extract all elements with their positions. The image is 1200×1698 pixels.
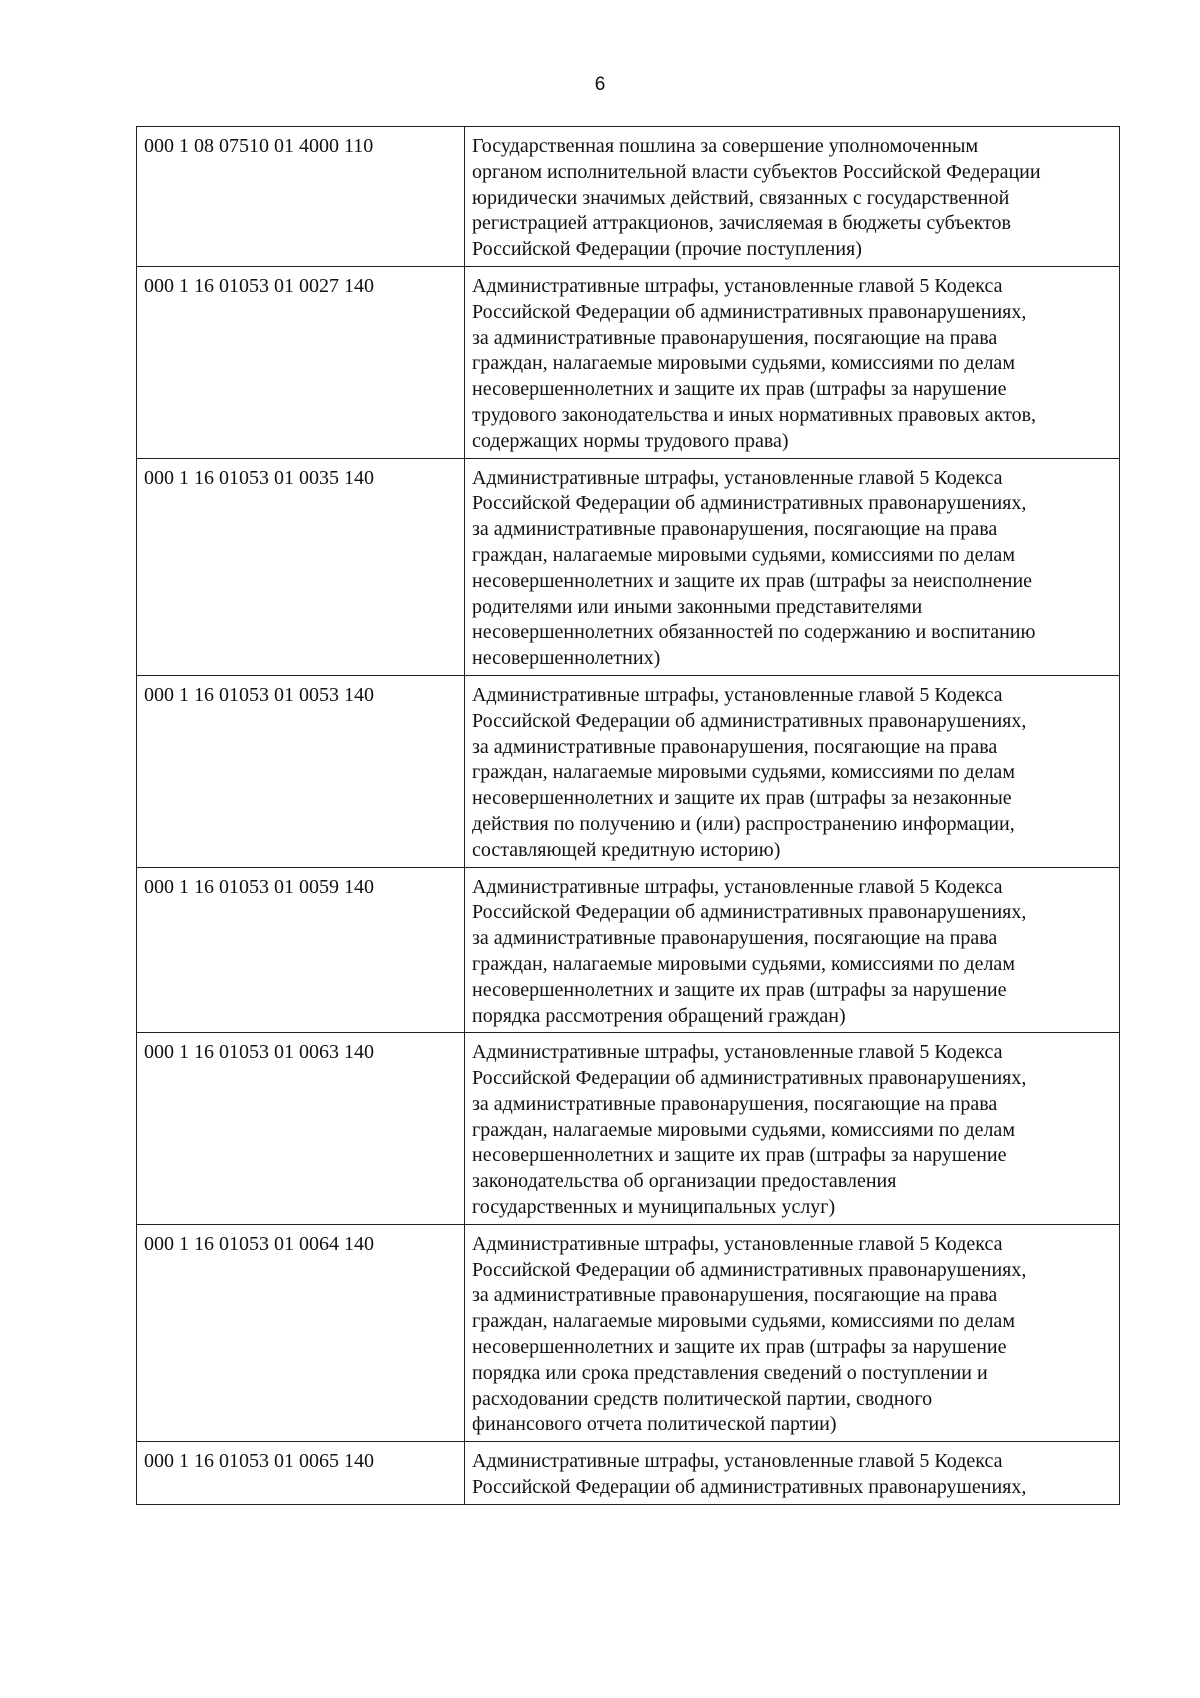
table-row bbox=[137, 127, 1120, 267]
description-line: финансового отчета политической партии) bbox=[472, 1413, 837, 1436]
description-line: Административные штрафы, установленные главой 5 Кодекса bbox=[472, 274, 1003, 297]
revenue-description bbox=[465, 1033, 1120, 1225]
description-line: несовершеннолетних) bbox=[472, 647, 661, 670]
description-line: граждан, налагаемые мировыми судьями, комиссиями по делам bbox=[472, 543, 1015, 566]
description-line: органом исполнительной власти субъектов Российской Федерации bbox=[472, 160, 1041, 183]
description-line: несовершеннолетних и защите их прав (штрафы за нарушение bbox=[472, 1336, 1007, 1359]
revenue-description bbox=[465, 266, 1120, 458]
description-line: законодательства об организации предоставления bbox=[472, 1170, 897, 1193]
table-row bbox=[137, 1224, 1120, 1441]
description-line: регистрацией аттракционов, зачисляемая в бюджеты субъектов bbox=[472, 212, 1011, 235]
table-body bbox=[137, 127, 1120, 1505]
table-row bbox=[137, 458, 1120, 675]
description-line: Российской Федерации об административных правонарушениях, bbox=[472, 1258, 1027, 1281]
description-line: Государственная пошлина за совершение уполномоченным bbox=[472, 135, 979, 157]
budget-classification-code: 000 1 16 01053 01 0035 140 bbox=[137, 458, 465, 675]
table-row bbox=[137, 675, 1120, 867]
budget-classification-code: 000 1 16 01053 01 0059 140 bbox=[137, 867, 465, 1033]
description-line: граждан, налагаемые мировыми судьями, комиссиями по делам bbox=[472, 352, 1015, 375]
description-line: государственных и муниципальных услуг) bbox=[472, 1196, 836, 1219]
description-line: Российской Федерации об административных правонарушениях, bbox=[472, 901, 1027, 924]
budget-codes-table bbox=[136, 126, 1120, 1505]
budget-classification-code: 000 1 16 01053 01 0065 140 bbox=[137, 1442, 465, 1505]
description-line: Административные штрафы, установленные главой 5 Кодекса bbox=[472, 1041, 1003, 1064]
budget-classification-code: 000 1 16 01053 01 0063 140 bbox=[137, 1033, 465, 1225]
description-line: Административные штрафы, установленные главой 5 Кодекса bbox=[472, 875, 1003, 898]
revenue-description bbox=[465, 458, 1120, 675]
description-line: трудового законодательства и иных нормативных правовых актов, bbox=[472, 403, 1037, 426]
description-line: Российской Федерации об административных правонарушениях, bbox=[472, 300, 1027, 323]
description-line: за административные правонарушения, посягающие на права bbox=[472, 1284, 998, 1307]
description-line: Российской Федерации об административных правонарушениях, bbox=[472, 1476, 1027, 1499]
description-line: Российской Федерации об административных правонарушениях, bbox=[472, 492, 1027, 515]
description-line: действия по получению и (или) распространению информации, bbox=[472, 812, 1015, 835]
description-line: за административные правонарушения, посягающие на права bbox=[472, 735, 998, 758]
description-line: юридически значимых действий, связанных с государственной bbox=[472, 186, 1010, 209]
description-line: содержащих нормы трудового права) bbox=[472, 429, 789, 452]
table-row bbox=[137, 266, 1120, 458]
table-row bbox=[137, 867, 1120, 1033]
description-line: за административные правонарушения, посягающие на права bbox=[472, 1092, 998, 1115]
revenue-description bbox=[465, 1224, 1120, 1441]
description-line: за административные правонарушения, посягающие на права bbox=[472, 927, 998, 950]
revenue-description bbox=[465, 1442, 1120, 1505]
table-row bbox=[137, 1033, 1120, 1225]
description-line: Российской Федерации об административных правонарушениях, bbox=[472, 709, 1027, 732]
budget-classification-code: 000 1 16 01053 01 0027 140 bbox=[137, 266, 465, 458]
description-line: Административные штрафы, установленные главой 5 Кодекса bbox=[472, 683, 1003, 706]
description-line: несовершеннолетних и защите их прав (штрафы за нарушение bbox=[472, 378, 1007, 401]
description-line: несовершеннолетних и защите их прав (штрафы за незаконные bbox=[472, 787, 1012, 810]
description-line: несовершеннолетних обязанностей по содержанию и воспитанию bbox=[472, 621, 1036, 644]
description-line: составляющей кредитную историю) bbox=[472, 838, 781, 861]
description-line: граждан, налагаемые мировыми судьями, комиссиями по делам bbox=[472, 1310, 1015, 1333]
description-line: за административные правонарушения, посягающие на права bbox=[472, 518, 998, 541]
description-line: порядка рассмотрения обращений граждан) bbox=[472, 1004, 846, 1027]
description-line: граждан, налагаемые мировыми судьями, комиссиями по делам bbox=[472, 1118, 1015, 1141]
description-line: родителями или иными законными представителями bbox=[472, 595, 923, 618]
revenue-description bbox=[465, 867, 1120, 1033]
revenue-description bbox=[465, 675, 1120, 867]
description-line: за административные правонарушения, посягающие на права bbox=[472, 326, 998, 349]
description-line: порядка или срока представления сведений о поступлении и bbox=[472, 1361, 988, 1384]
description-line: Административные штрафы, установленные главой 5 Кодекса bbox=[472, 1450, 1003, 1473]
description-line: несовершеннолетних и защите их прав (штрафы за нарушение bbox=[472, 978, 1007, 1001]
revenue-description bbox=[465, 127, 1120, 267]
description-line: Российской Федерации (прочие поступления) bbox=[472, 238, 862, 261]
description-line: граждан, налагаемые мировыми судьями, комиссиями по делам bbox=[472, 761, 1015, 784]
page-number: 6 bbox=[594, 74, 606, 95]
budget-classification-code: 000 1 16 01053 01 0053 140 bbox=[137, 675, 465, 867]
description-line: несовершеннолетних и защите их прав (штрафы за нарушение bbox=[472, 1144, 1007, 1167]
description-line: граждан, налагаемые мировыми судьями, комиссиями по делам bbox=[472, 952, 1015, 975]
description-line: расходовании средств политической партии, сводного bbox=[472, 1387, 933, 1410]
table-row bbox=[137, 1442, 1120, 1505]
description-line: Административные штрафы, установленные главой 5 Кодекса bbox=[472, 466, 1003, 489]
description-line: Российской Федерации об административных правонарушениях, bbox=[472, 1067, 1027, 1090]
description-line: несовершеннолетних и защите их прав (штрафы за неисполнение bbox=[472, 569, 1033, 592]
budget-classification-code: 000 1 08 07510 01 4000 110 bbox=[137, 127, 465, 267]
description-line: Административные штрафы, установленные главой 5 Кодекса bbox=[472, 1232, 1003, 1255]
budget-classification-code: 000 1 16 01053 01 0064 140 bbox=[137, 1224, 465, 1441]
